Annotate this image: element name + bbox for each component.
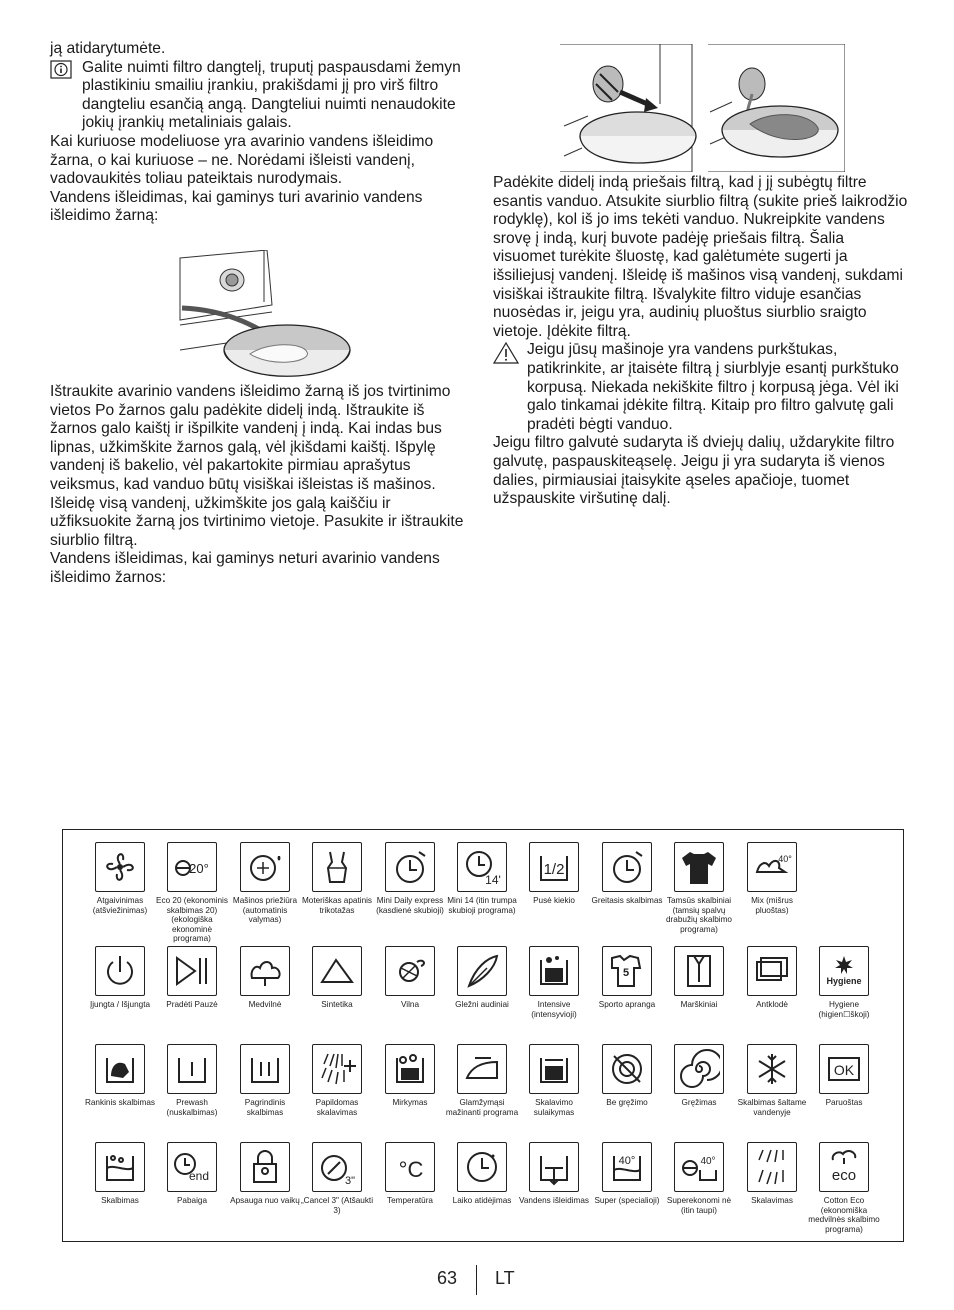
legend-label: Vilna bbox=[400, 1000, 420, 1009]
legend-label: Mix (mišrus pluoštas) bbox=[751, 896, 793, 915]
svg-text:40°: 40° bbox=[700, 1156, 716, 1167]
child-lock-icon bbox=[240, 1142, 290, 1192]
legend-row bbox=[83, 842, 883, 944]
legend-item bbox=[373, 946, 447, 1010]
legend-item bbox=[228, 1142, 302, 1206]
wash-tub-icon bbox=[95, 1142, 145, 1192]
divider bbox=[476, 1265, 477, 1295]
paragraph: Kai kuriuose modeliuose yra avarinio vandens išleidimo žarna, o kai kuriuose – ne. Norėdami išleisti vandenį, vadovaukitės toliau pateiktais nurodymais. bbox=[50, 132, 434, 188]
legend-label: Prewash (nuskalbimas) bbox=[166, 1098, 218, 1117]
legend-label: Be gręžimo bbox=[606, 1098, 648, 1107]
paragraph: Padėkite didelį indą priešais filtrą, kad į jį subėgtų filtre esantis vanduo. Atsukite siurblio filtrą (sukite prieš laikrodžio rodyklę), kol iš jo ims tekėti vanduo. Nukreipkite vandens srovę į indą, kurį buvote padėję priešais filtrą. Šalia visuomet turėkite šluostę, kad galėtumėte sugerti ja išsiliejusį vandenį. Išleidę iš mašinos visą vandenį, sukdami visiškai ištraukite filtrą. Išvalykite filtro viduje esančias nuosėdas ir, jeigu yra, audinių pluoštus siurblio sraigto vietoje. Įdėkite filtrą. bbox=[493, 174, 908, 340]
legend-item bbox=[662, 1044, 736, 1108]
legend-item bbox=[83, 1142, 157, 1206]
legend-label: Marškiniai bbox=[680, 1000, 718, 1009]
legend-item bbox=[228, 1044, 302, 1117]
legend-label: Mirkymas bbox=[392, 1098, 428, 1107]
svg-text:Hygiene: Hygiene bbox=[826, 976, 862, 986]
legend-label: Paruoštas bbox=[825, 1098, 863, 1107]
legend-label: Apsauga nuo vaikų bbox=[230, 1196, 300, 1205]
paragraph: Ištraukite avarinio vandens išleidimo žarną iš jos tvirtinimo vietos Po žarnos galu padėkite didelį indą. Ištraukite iš žarnos galo kaištį ir išpilkite vandenį į indą. Kai indas bus lipnas, užkimškite žarnos galą, vėl įkišdami kaištį. Išpylę vandenį iš bakelio, vėl pakartokite pirmiau aprašytus veiksmus, kad vanduo būtų visiškai išleistas iš mašinos. Išleidę visą vandenį, užkimškite jos galą kaiščiu ir užfiksuokite žarną jos tvirtinimo vietoje. Pasukite ir ištraukite siurblio filtrą. bbox=[50, 382, 464, 549]
legend-label: Rankinis skalbimas bbox=[84, 1098, 156, 1107]
legend-label: Intensive (intensyvioji) bbox=[531, 1000, 577, 1019]
legend-item bbox=[300, 1142, 374, 1215]
soak-icon bbox=[385, 1044, 435, 1094]
warning-icon bbox=[493, 341, 519, 434]
sports-icon bbox=[602, 946, 652, 996]
rinse-hold-icon bbox=[529, 1044, 579, 1094]
legend-label: Superekonomi nė (itin taupi) bbox=[666, 1196, 732, 1215]
fan-icon bbox=[95, 842, 145, 892]
legend-item bbox=[83, 842, 157, 915]
legend-item bbox=[517, 1142, 591, 1206]
legend-item bbox=[517, 1044, 591, 1117]
legend-item bbox=[590, 1044, 664, 1108]
legend-label: Eco 20 (ekonominis skalbimas 20) (ekologiška ekonominė programa) bbox=[156, 896, 228, 944]
paragraph: Vandens išleidimas, kai gaminys neturi avarinio vandens išleidimo žarnos: bbox=[50, 550, 440, 586]
legend-label: Pagrindinis skalbimas bbox=[244, 1098, 286, 1117]
shirt-icon bbox=[674, 946, 724, 996]
legend-item bbox=[590, 946, 664, 1010]
legend-item bbox=[445, 1044, 519, 1117]
legend-item bbox=[445, 946, 519, 1010]
svg-text:end: end bbox=[188, 1169, 210, 1183]
feather-icon bbox=[457, 946, 507, 996]
drain-icon bbox=[529, 1142, 579, 1192]
legend-item bbox=[735, 842, 809, 915]
legend-item bbox=[445, 1142, 519, 1206]
rinse-plus-icon bbox=[312, 1044, 362, 1094]
hose-drain-illustration bbox=[172, 250, 357, 395]
svg-text:OK: OK bbox=[833, 1062, 855, 1078]
legend-label: Papildomas skalavimas bbox=[315, 1098, 359, 1117]
legend-label: Antklodė bbox=[756, 1000, 788, 1009]
intensive-icon bbox=[529, 946, 579, 996]
paragraph: Vandens išleidimas, kai gaminys turi avarinio vandens išleidimo žarną: bbox=[50, 188, 423, 225]
temperature-icon bbox=[385, 1142, 435, 1192]
cotton-icon bbox=[240, 946, 290, 996]
legend-label: Tamsūs skalbiniai (tamsių spalvų drabužių skalbimo programa) bbox=[666, 896, 732, 934]
legend-label: Pusė kiekio bbox=[533, 896, 575, 905]
info-icon bbox=[50, 59, 74, 133]
duvet-icon bbox=[747, 946, 797, 996]
legend-item bbox=[662, 842, 736, 934]
dark-shirt-icon bbox=[674, 842, 724, 892]
legend-item bbox=[517, 842, 591, 906]
legend-item bbox=[155, 1044, 229, 1117]
iron-icon bbox=[457, 1044, 507, 1094]
warning-note-text: Jeigu jūsų mašinoje yra vandens purkštukas, patikrinkite, ar įtaisėte filtrą į siurblyje esantį purkštuko korpusą. Niekada nekiškite filtro į korpusą jėga. Vėl iki galo tinkamai įdėkite filtrą. Kitaip pro filtro galvutę gali pradėti bėgti vanduo. bbox=[527, 341, 899, 433]
legend-item bbox=[590, 1142, 664, 1206]
delay-icon bbox=[457, 1142, 507, 1192]
legend-label: Įjungta / Išjungta bbox=[89, 1000, 151, 1009]
svg-text:40°: 40° bbox=[618, 1155, 636, 1167]
handwash-icon bbox=[95, 1044, 145, 1094]
snowflake-icon bbox=[747, 1044, 797, 1094]
legend-item bbox=[807, 946, 881, 1019]
legend-item bbox=[735, 946, 809, 1010]
clock-icon bbox=[385, 842, 435, 892]
legend-label: Pradėti Pauzė bbox=[166, 1000, 218, 1009]
legend-item bbox=[735, 1044, 809, 1117]
mainwash-icon bbox=[240, 1044, 290, 1094]
page-number: 63 bbox=[437, 1268, 458, 1288]
legend-label: Laiko atidėjimas bbox=[452, 1196, 512, 1205]
legend-label: Gležni audiniai bbox=[455, 1000, 509, 1009]
legend-item bbox=[445, 842, 519, 915]
legend-label: Skalbimas bbox=[101, 1196, 139, 1205]
legend-item bbox=[662, 946, 736, 1010]
filter-drain-illustration bbox=[560, 44, 845, 177]
end-icon bbox=[167, 1142, 217, 1192]
cancel3-icon bbox=[312, 1142, 362, 1192]
legend-label: Pabaiga bbox=[176, 1196, 208, 1205]
legend-item bbox=[373, 1142, 447, 1206]
legend-item bbox=[373, 1044, 447, 1108]
super40-icon bbox=[602, 1142, 652, 1192]
quick-clock-icon bbox=[602, 842, 652, 892]
svg-text:20°: 20° bbox=[189, 861, 209, 876]
legend-item bbox=[300, 946, 374, 1010]
eco20-icon bbox=[167, 842, 217, 892]
svg-text:3": 3" bbox=[344, 1175, 356, 1187]
mini14-icon bbox=[457, 842, 507, 892]
power-icon bbox=[95, 946, 145, 996]
svg-text:°C: °C bbox=[398, 1157, 424, 1182]
language-code: LT bbox=[495, 1268, 515, 1288]
legend-item bbox=[300, 842, 374, 915]
legend-item bbox=[83, 1044, 157, 1108]
legend-label: Cotton Eco (ekonomiška medvilnės skalbimo programa) bbox=[808, 1196, 880, 1234]
right-column bbox=[493, 174, 908, 509]
legend-label: Atgaivinimas (atšviežinimas) bbox=[92, 896, 148, 915]
legend-label: Mašinos priežiūra (automatinis valymas) bbox=[232, 896, 298, 925]
legend-item bbox=[807, 1142, 881, 1234]
half-load-icon bbox=[529, 842, 579, 892]
legend-item bbox=[155, 1142, 229, 1206]
warning-note bbox=[493, 341, 908, 434]
mix40-icon bbox=[747, 842, 797, 892]
legend-item bbox=[735, 1142, 809, 1206]
legend-item bbox=[228, 946, 302, 1010]
svg-text:eco: eco bbox=[831, 1167, 857, 1184]
legend-row bbox=[83, 1142, 883, 1238]
info-note-text: Galite nuimti filtro dangtelį, truputį paspausdami žemyn plastikiniu smailiu įrankiu, prakišdami jį pro virš filtro dangteliu esančią angą. Dangteliui nuimti nenaudokite jokių įrankių metaliniais galais. bbox=[82, 58, 461, 132]
legend-item bbox=[300, 1044, 374, 1117]
legend-label: Sintetika bbox=[321, 1000, 353, 1009]
legend-label: Temperatūra bbox=[387, 1196, 433, 1205]
paragraph: Jeigu filtro galvutė sudaryta iš dviejų dalių, uždarykite filtro galvutę, paspauskiteąselę. Jeigu ji yra sudaryta iš vienos dalies, pirmiausiai įtaisykite ąseles apačioje, tuomet užspauskite viršutinę dalį. bbox=[493, 434, 895, 508]
info-note bbox=[50, 59, 470, 133]
super-eco40-icon bbox=[674, 1142, 724, 1192]
legend-label: Greitasis skalbimas bbox=[591, 896, 663, 905]
legend-label: Sporto apranga bbox=[598, 1000, 656, 1009]
legend-label: Skalavimo sulaikymas bbox=[533, 1098, 575, 1117]
icon-legend-table bbox=[62, 829, 904, 1242]
legend-label: Skalavimas bbox=[751, 1196, 793, 1205]
prewash-icon bbox=[167, 1044, 217, 1094]
legend-item bbox=[807, 1044, 881, 1108]
legend-item bbox=[228, 842, 302, 925]
paragraph: ją atidarytumėte. bbox=[50, 40, 166, 57]
legend-row bbox=[83, 1044, 883, 1140]
legend-label: Gręžimas bbox=[681, 1098, 717, 1107]
legend-item bbox=[83, 946, 157, 1010]
legend-label: Vandens išleidimas bbox=[519, 1196, 589, 1205]
legend-item bbox=[155, 842, 229, 944]
legend-label: Hygiene (higien☐škoji) bbox=[818, 1000, 870, 1019]
legend-item bbox=[155, 946, 229, 1010]
drum-clean-icon bbox=[240, 842, 290, 892]
wool-icon bbox=[385, 946, 435, 996]
svg-text:5: 5 bbox=[622, 967, 630, 979]
lingerie-icon bbox=[312, 842, 362, 892]
legend-row bbox=[83, 946, 883, 1042]
legend-item bbox=[590, 842, 664, 906]
legend-label: Moteriškas apatinis trikotažas bbox=[301, 896, 373, 915]
svg-text:14': 14' bbox=[485, 873, 501, 887]
hygiene-icon bbox=[819, 946, 869, 996]
legend-label: „Cancel 3" (Atšaukti 3) bbox=[300, 1196, 374, 1215]
rinse-icon bbox=[747, 1142, 797, 1192]
synthetic-icon bbox=[312, 946, 362, 996]
legend-item bbox=[662, 1142, 736, 1215]
legend-label: Medvilnė bbox=[248, 1000, 282, 1009]
svg-text:40°: 40° bbox=[778, 854, 792, 864]
spin-icon bbox=[674, 1044, 724, 1094]
legend-item bbox=[373, 842, 447, 915]
ok-icon bbox=[819, 1044, 869, 1094]
play-pause-icon bbox=[167, 946, 217, 996]
legend-label: Mini 14 (itin trumpa skubioji programa) bbox=[447, 896, 517, 915]
legend-label: Glamžymąsi mažinanti programa bbox=[445, 1098, 519, 1117]
cotton-eco-icon bbox=[819, 1142, 869, 1192]
legend-label: Mini Daily express (kasdienė skubioji) bbox=[376, 896, 444, 915]
legend-label: Skalbimas šaltame vandenyje bbox=[737, 1098, 807, 1117]
legend-label: Super (specialioji) bbox=[594, 1196, 660, 1205]
svg-text:1/2: 1/2 bbox=[543, 861, 565, 878]
no-spin-icon bbox=[602, 1044, 652, 1094]
legend-item bbox=[517, 946, 591, 1019]
